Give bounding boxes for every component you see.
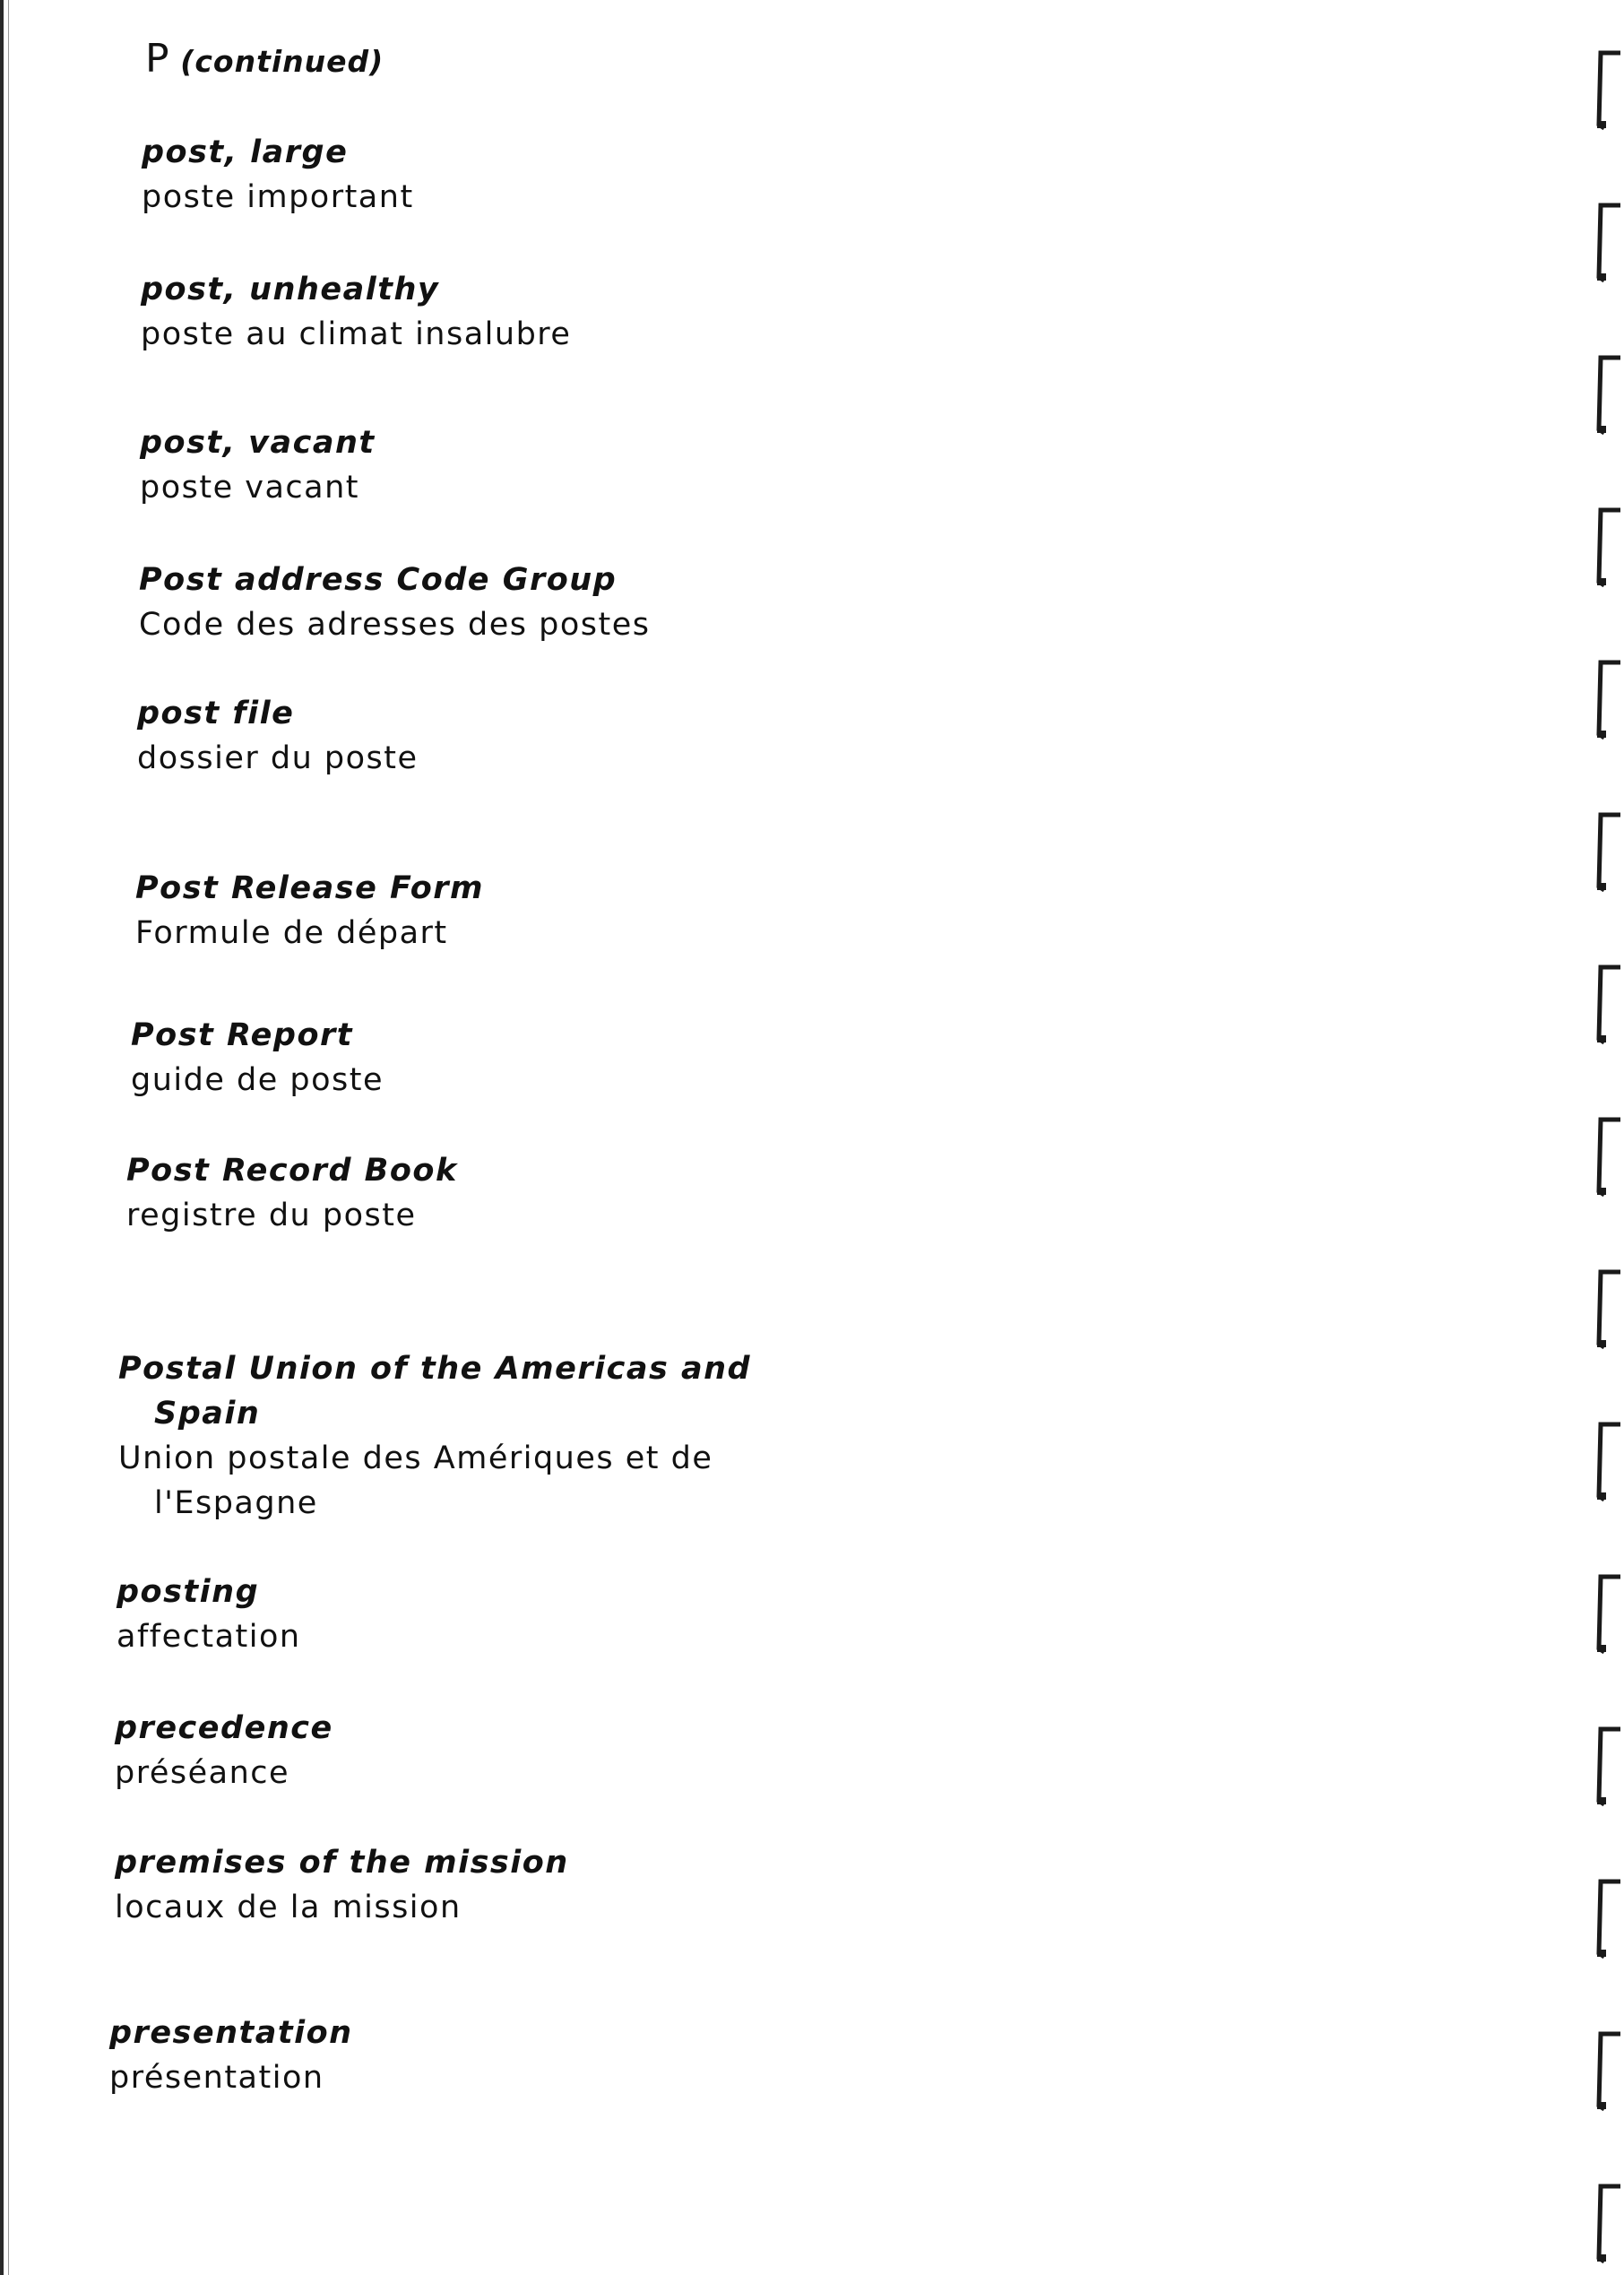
bracket-icon [1594, 1421, 1620, 1503]
entry-post-file [137, 691, 419, 781]
bracket-foot [1597, 1188, 1606, 1195]
index-tab-bracket [1594, 354, 1620, 437]
bracket-foot [1597, 883, 1606, 890]
bracket-stroke [1599, 1424, 1620, 1500]
entry-term: post, large [142, 134, 349, 170]
header-continued: (continued) [180, 44, 384, 79]
entry-postal-union [118, 1346, 751, 1526]
bracket-stroke [1599, 967, 1620, 1042]
entry-translation: Formule de départ [135, 915, 448, 951]
bracket-icon [1594, 964, 1620, 1046]
bracket-icon [1594, 1573, 1620, 1656]
entry-term: Postal Union of the Americas and [118, 1351, 752, 1387]
bracket-foot [1597, 426, 1606, 433]
entry-translation: dossier du poste [137, 740, 419, 776]
entry-translation: Code des adresses des postes [139, 607, 651, 643]
entry-translation: guide de poste [131, 1062, 384, 1098]
bracket-stroke [1599, 53, 1620, 128]
bracket-icon [1594, 659, 1620, 741]
index-tab-bracket [1594, 1726, 1620, 1808]
index-tab-bracket [1594, 49, 1620, 132]
bracket-foot [1597, 1950, 1606, 1957]
bracket-icon [1594, 506, 1620, 589]
index-tab-bracket [1594, 811, 1620, 894]
entry-post-vacant [140, 420, 376, 510]
bracket-foot [1597, 1340, 1606, 1347]
bracket-stroke [1599, 1577, 1620, 1652]
bracket-stroke [1599, 1120, 1620, 1195]
entry-translation: présentation [109, 2060, 324, 2096]
entry-term-continuation: Spain [154, 1396, 261, 1432]
entry-term: post file [137, 696, 295, 731]
bracket-icon [1594, 2183, 1620, 2265]
bracket-icon [1594, 354, 1620, 437]
entry-post-release-form [135, 866, 484, 956]
entry-post-record-book [126, 1148, 458, 1238]
bracket-icon [1594, 2030, 1620, 2113]
entry-precedence [115, 1706, 333, 1795]
bracket-foot [1597, 731, 1606, 738]
entry-term: post, unhealthy [141, 272, 440, 307]
binding-edge [0, 0, 4, 2275]
bracket-stroke [1599, 510, 1620, 585]
index-tab-bracket [1594, 1421, 1620, 1503]
entry-post-unhealthy [141, 267, 571, 357]
bracket-foot [1597, 273, 1606, 281]
entry-term: Post address Code Group [139, 562, 618, 598]
bracket-icon [1594, 1878, 1620, 1960]
bracket-foot [1597, 121, 1606, 128]
entry-translation-continuation: l'Espagne [154, 1485, 318, 1521]
bracket-stroke [1599, 1881, 1620, 1957]
entry-term: premises of the mission [115, 1845, 569, 1881]
bracket-icon [1594, 1268, 1620, 1351]
index-tab-bracket [1594, 2183, 1620, 2265]
index-tab-bracket [1594, 1573, 1620, 1656]
bracket-foot [1597, 1645, 1606, 1652]
index-tab-bracket [1594, 1878, 1620, 1960]
entry-translation: poste important [142, 179, 414, 215]
index-tab-bracket [1594, 202, 1620, 284]
index-tab-bracket [1594, 659, 1620, 741]
entry-translation: poste au climat insalubre [141, 316, 572, 352]
bracket-icon [1594, 811, 1620, 894]
entry-translation: locaux de la mission [115, 1890, 462, 1925]
bracket-stroke [1599, 1729, 1620, 1804]
bracket-stroke [1599, 358, 1620, 433]
entry-premises-of-the-mission [115, 1840, 569, 1930]
bracket-stroke [1599, 1272, 1620, 1347]
entry-presentation [109, 2011, 353, 2100]
entry-translation: affectation [117, 1619, 301, 1655]
index-tab-bracket [1594, 2030, 1620, 2113]
bracket-foot [1597, 1492, 1606, 1500]
index-tab-bracket [1594, 1116, 1620, 1198]
entry-translation: registre du poste [126, 1198, 417, 1233]
page-header [145, 36, 384, 82]
index-tab-bracket [1594, 506, 1620, 589]
entry-posting [117, 1570, 301, 1659]
index-tab-bracket [1594, 964, 1620, 1046]
bracket-icon [1594, 1116, 1620, 1198]
entry-post-report [131, 1013, 384, 1103]
entry-translation: poste vacant [140, 470, 360, 506]
bracket-stroke [1599, 205, 1620, 281]
entry-term: Post Release Form [135, 870, 484, 906]
bracket-icon [1594, 202, 1620, 284]
bracket-foot [1597, 2102, 1606, 2109]
entry-term: Post Record Book [126, 1153, 458, 1189]
entry-translation: préséance [115, 1755, 290, 1791]
entry-term: presentation [109, 2015, 353, 2051]
bracket-icon [1594, 1726, 1620, 1808]
bracket-stroke [1599, 815, 1620, 890]
bracket-foot [1597, 1797, 1606, 1804]
bracket-stroke [1599, 662, 1620, 738]
bracket-foot [1597, 1035, 1606, 1042]
entry-post-address-code-group [139, 558, 651, 647]
header-letter: P [145, 36, 169, 82]
entry-term: Post Report [131, 1017, 353, 1053]
entry-term: posting [117, 1574, 260, 1610]
index-tab-bracket [1594, 1268, 1620, 1351]
binding-edge-line [8, 0, 9, 2275]
entry-translation: Union postale des Amériques et de [118, 1440, 713, 1476]
bracket-icon [1594, 49, 1620, 132]
bracket-stroke [1599, 2034, 1620, 2109]
entry-post-large [142, 130, 414, 220]
entry-term: post, vacant [140, 425, 376, 461]
entry-term: precedence [115, 1710, 333, 1746]
bracket-stroke [1599, 2186, 1620, 2262]
bracket-foot [1597, 2254, 1606, 2262]
bracket-foot [1597, 578, 1606, 585]
